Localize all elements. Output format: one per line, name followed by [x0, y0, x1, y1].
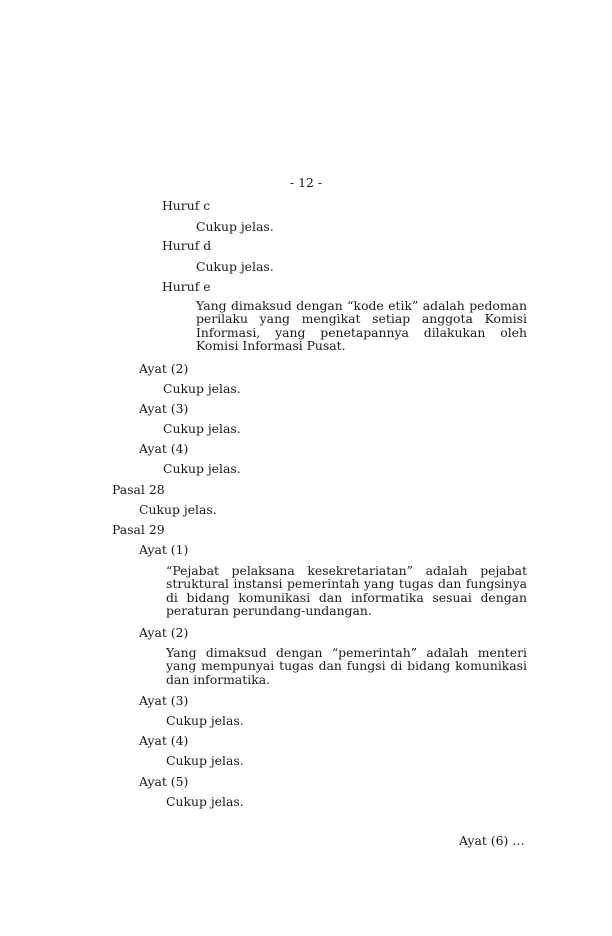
- pasal27-ayat3-text: Cukup jelas.: [163, 421, 241, 436]
- pasal28-text: Cukup jelas.: [139, 502, 217, 517]
- pasal29-ayat3-label: Ayat (3): [139, 693, 189, 708]
- huruf-c-label: Huruf c: [162, 198, 211, 213]
- continuation-catchword: Ayat (6) …: [459, 833, 525, 848]
- pasal29-ayat1-label: Ayat (1): [139, 542, 189, 557]
- pasal29-ayat3-text: Cukup jelas.: [166, 713, 244, 728]
- pasal29-ayat2-label: Ayat (2): [139, 625, 189, 640]
- huruf-e-label: Huruf e: [162, 279, 211, 294]
- pasal27-ayat4-label: Ayat (4): [139, 441, 189, 456]
- pasal29-ayat1-text: “Pejabat pelaksana kesekretariatan” adalah pejabat struktural instansi pemerintah yang tugas dan fungsinya di bidang komunikasi dan informatika sesuai dengan peraturan perundang-undangan.: [166, 563, 527, 619]
- pasal27-ayat2-label: Ayat (2): [139, 361, 189, 376]
- pasal27-ayat4-text: Cukup jelas.: [163, 461, 241, 476]
- huruf-d-label: Huruf d: [162, 238, 212, 253]
- pasal29-ayat4-text: Cukup jelas.: [166, 753, 244, 768]
- pasal29-ayat4-label: Ayat (4): [139, 733, 189, 748]
- pasal28-title: Pasal 28: [112, 482, 165, 497]
- pasal29-ayat2-text: Yang dimaksud dengan “pemerintah” adalah menteri yang mempunyai tugas dan fungsi di bidang komunikasi dan informatika.: [166, 645, 527, 687]
- pasal29-ayat5-label: Ayat (5): [139, 774, 189, 789]
- huruf-c-text: Cukup jelas.: [196, 219, 274, 234]
- huruf-e-text: Yang dimaksud dengan “kode etik” adalah pedoman perilaku yang mengikat setiap anggota Komisi Informasi, yang penetapannya dilakukan oleh Komisi Informasi Pusat.: [196, 298, 527, 354]
- pasal27-ayat2-text: Cukup jelas.: [163, 381, 241, 396]
- pasal29-ayat5-text: Cukup jelas.: [166, 794, 244, 809]
- pasal27-ayat3-label: Ayat (3): [139, 401, 189, 416]
- page-number: - 12 -: [289, 175, 323, 190]
- huruf-d-text: Cukup jelas.: [196, 259, 274, 274]
- pasal29-title: Pasal 29: [112, 522, 165, 537]
